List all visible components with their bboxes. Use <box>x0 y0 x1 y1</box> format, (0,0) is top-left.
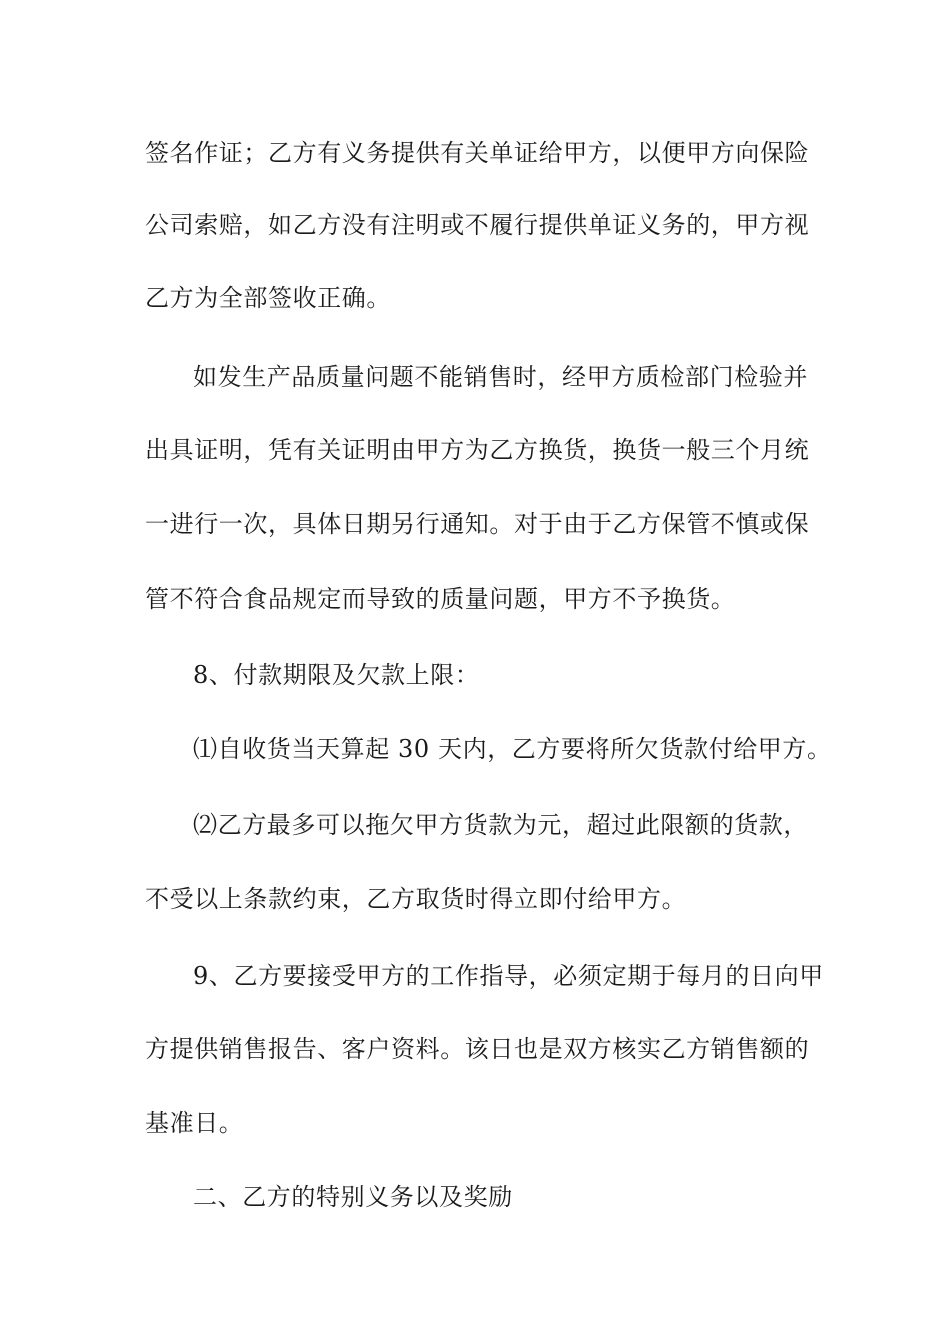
text-line: 不受以上条款约束，乙方取货时得立即付给甲方。 <box>145 885 687 913</box>
text-line: 管不符合食品规定而导致的质量问题，甲方不予换货。 <box>145 585 736 613</box>
text-line: 一进行一次，具体日期另行通知。对于由于乙方保管不慎或保 <box>145 510 810 538</box>
paragraph-start-line: 如发生产品质量问题不能销售时，经甲方质检部门检验并 <box>193 363 808 391</box>
chapter-heading-2: 二、乙方的特别义务以及奖励 <box>193 1183 513 1211</box>
section-heading-9: 9、乙方要接受甲方的工作指导，必须定期于每月的日向甲 <box>193 962 824 990</box>
text-line: 乙方为全部签收正确。 <box>145 284 391 312</box>
clause-1-line: ⑴自收货当天算起 30 天内，乙方要将所欠货款付给甲方。 <box>193 735 832 763</box>
text-line: 方提供销售报告、客户资料。该日也是双方核实乙方销售额的 <box>145 1035 810 1063</box>
text-line: 基准日。 <box>145 1109 244 1137</box>
clause-2-line: ⑵乙方最多可以拖欠甲方货款为元，超过此限额的货款， <box>193 811 808 839</box>
text-line: 签名作证；乙方有义务提供有关单证给甲方，以便甲方向保险 <box>145 139 810 167</box>
text-line: 公司索赔，如乙方没有注明或不履行提供单证义务的，甲方视 <box>145 211 810 239</box>
text-line: 出具证明，凭有关证明由甲方为乙方换货，换货一般三个月统 <box>145 436 810 464</box>
section-heading-8: 8、付款期限及欠款上限： <box>193 661 480 689</box>
